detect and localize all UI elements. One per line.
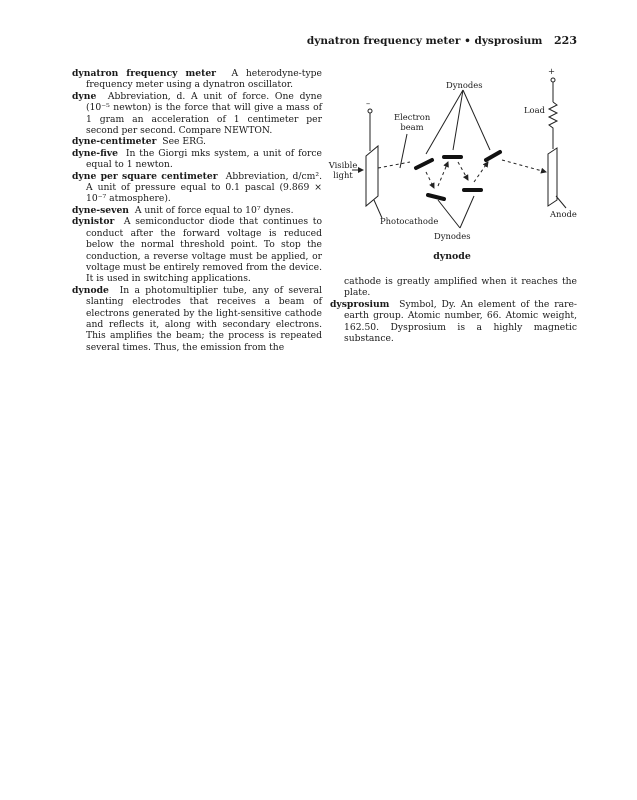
- dictionary-entry: [330, 299, 577, 345]
- running-title: dynatron frequency meter • dysprosium: [306, 35, 543, 47]
- dictionary-entry: [72, 136, 322, 147]
- entry-term: dyne-five: [72, 147, 118, 159]
- continued-text: cathode is greatly amplified when it reaches the plate.: [344, 276, 577, 299]
- electron-path: [378, 162, 410, 168]
- dynode-1: [416, 160, 432, 168]
- dynode-leader-top: [463, 90, 490, 150]
- left-column: [72, 68, 322, 353]
- dictionary-entry: [72, 216, 322, 284]
- entry-text: Abbreviation, d/cm². A unit of pressure equal to 0.1 pascal (9.869 × 10⁻⁷ atmosphere).: [86, 170, 322, 205]
- entry-text: Abbreviation, d. A unit of force. One dyne (10⁻⁵ newton) is the force that will give a mass of 1 gram an acceleration of 1 centimeter per second per second. Compare NEWTON.: [86, 90, 323, 137]
- electron-path: [502, 160, 546, 172]
- photocathode-label: Photocathode: [380, 216, 439, 226]
- dynodes-top-label: Dynodes: [446, 80, 483, 90]
- entry-term: dyne-seven: [72, 204, 129, 216]
- anode-leader: [556, 196, 566, 208]
- entry-text: A semiconductor diode that continues to conduct after the forward voltage is reduced below the normal threshold point. To stop the conduction, a reverse voltage must be applied, or voltage must be entirely removed from the device. It is used in switching applications.: [86, 216, 322, 285]
- dynodes-bottom-label: Dynodes: [434, 231, 471, 241]
- plus-terminal: [551, 78, 555, 82]
- dictionary-entry: [72, 171, 322, 205]
- entry-term: dyne: [72, 90, 97, 102]
- electron-beam-label: Electron beam: [394, 112, 431, 132]
- anode-label: Anode: [550, 209, 577, 219]
- electron-path: [458, 162, 468, 180]
- photocathode-electrode: [366, 146, 378, 206]
- dictionary-entry: [72, 205, 322, 216]
- dictionary-entry: [72, 148, 322, 171]
- dynode-4: [428, 195, 444, 199]
- entry-text: Symbol, Dy. An element of the rare-earth group. Atomic number, 66. Atomic weight, 162.50. Dysprosium is a highly magnetic substance.: [344, 298, 578, 345]
- entry-text: A heterodyne-type frequency meter using a dynatron oscillator.: [86, 68, 322, 91]
- entry-text: In a photomultiplier tube, any of several slanting electrodes that receives a beam of electrons generated by the light-sensitive cathode and reflects it, along with secondary electrons. This amplifies the beam; the process is repeated several times. Thus, the emission from the: [86, 284, 323, 353]
- plus-label: +: [548, 66, 556, 76]
- minus-terminal: [368, 109, 372, 113]
- dictionary-entry: [72, 285, 322, 353]
- electron-path: [438, 162, 448, 186]
- electron-path: [426, 172, 434, 188]
- dictionary-entry: [72, 68, 322, 91]
- dynode-3: [486, 152, 500, 160]
- anode-electrode: [548, 148, 557, 206]
- entry-term: dyne per square centimeter: [72, 170, 218, 182]
- entry-term: dynode: [72, 284, 109, 296]
- entry-term: dyne-centimeter: [72, 136, 157, 148]
- dynode-leader-bottom: [438, 200, 460, 228]
- minus-label: –: [366, 98, 371, 108]
- entry-text: In the Giorgi mks system, a unit of force equal to 1 newton.: [86, 147, 322, 171]
- figure-caption: dynode: [433, 251, 471, 262]
- page-number: 223: [554, 34, 577, 47]
- entry-text: A unit of force equal to 10⁷ dynes.: [134, 204, 294, 216]
- load-resistor: [549, 102, 557, 149]
- entry-term: dynistor: [72, 216, 115, 228]
- entry-term: dynatron frequency meter: [72, 68, 217, 79]
- running-header: [307, 34, 577, 47]
- right-column: [330, 276, 577, 344]
- electron-path: [474, 162, 488, 182]
- dynode-leader-bottom: [460, 196, 474, 228]
- load-label: Load: [524, 105, 545, 115]
- entry-text: See ERG.: [162, 136, 206, 148]
- dynode-figure: [330, 68, 580, 268]
- dictionary-entry: [72, 91, 322, 137]
- visible-light-label: Visible light: [328, 160, 358, 180]
- entry-term: dysprosium: [330, 298, 390, 310]
